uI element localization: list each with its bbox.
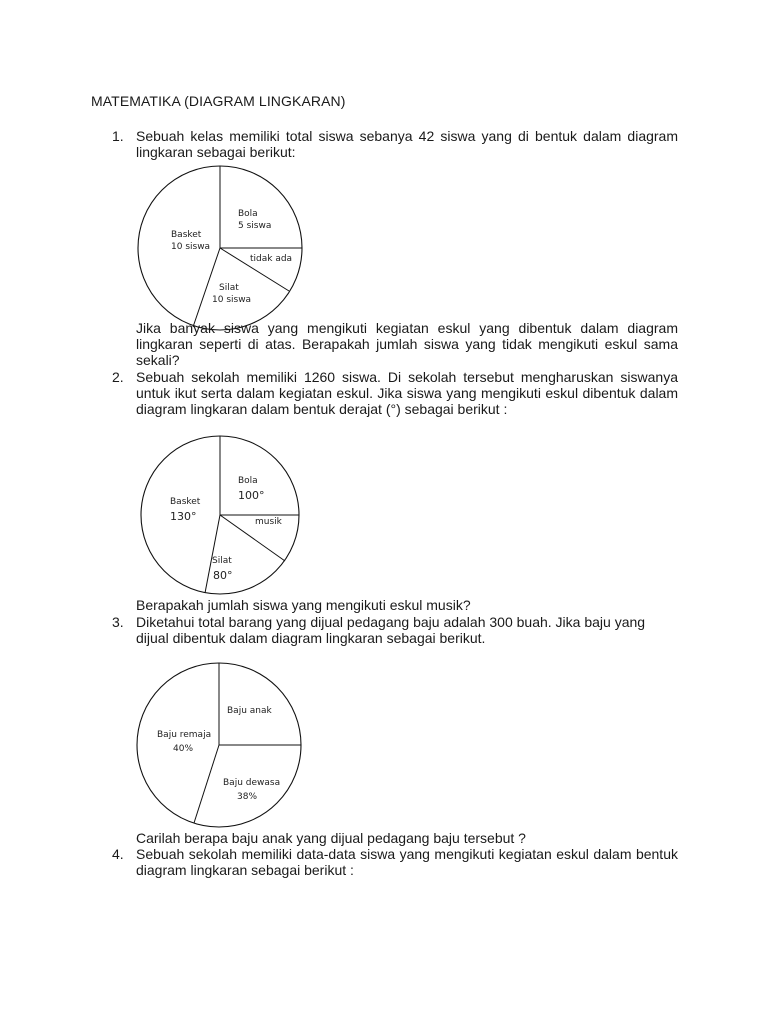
question-3-number: 3.: [112, 614, 124, 630]
pie-3-label-baju-anak: Baju anak: [227, 706, 272, 716]
pie-3-value-baju-remaja: 40%: [173, 744, 194, 754]
question-1-follow-up: Jika banyak siswa yang mengikuti kegiatan eskul yang dibentuk dalam diagram lingkaran seperti di atas. Berapakah jumlah siswa yang tidak mengikuti eskul sama sekali?: [136, 320, 678, 369]
pie-1-value-basket: 10 siswa: [171, 242, 211, 252]
pie-2-label-basket: Basket: [170, 497, 201, 507]
pie-2-label-silat: Silat: [212, 556, 232, 566]
pie-3-divider-lower-left: [194, 745, 219, 823]
pie-3-label-baju-dewasa: Baju dewasa: [223, 778, 281, 788]
pie-chart-3: [135, 665, 310, 825]
pie-2-label-musik: musik: [255, 517, 282, 527]
question-1-text: Sebuah kelas memiliki total siswa sebanya 42 siswa yang di bentuk dalam diagram lingkaran sebagai berikut:: [136, 128, 678, 161]
question-4-text: Sebuah sekolah memiliki data-data siswa yang mengikuti kegiatan eskul dalam bentuk diagram lingkaran sebagai berikut :: [136, 846, 678, 879]
pie-2-value-bola: 100°: [238, 489, 265, 502]
pie-1-value-bola: 5 siswa: [238, 221, 272, 231]
question-2-number: 2.: [112, 369, 124, 385]
pie-1-label-bola: Bola: [238, 209, 258, 219]
page-title: MATEMATIKA (DIAGRAM LINGKARAN): [91, 93, 346, 109]
pie-1-label-tidak-ada: tidak ada: [250, 254, 293, 264]
pie-3-value-baju-dewasa: 38%: [237, 792, 258, 802]
pie-3-label-baju-remaja: Baju remaja: [157, 730, 212, 740]
pie-2-label-bola: Bola: [238, 476, 258, 486]
question-4-number: 4.: [112, 846, 124, 862]
pie-1-value-silat: 10 siswa: [212, 295, 252, 305]
pie-2-value-basket: 130°: [170, 510, 197, 523]
question-1-number: 1.: [112, 128, 124, 144]
pie-2-value-silat: 80°: [213, 569, 233, 582]
pie-chart-1: [135, 170, 310, 320]
pie-1-label-basket: Basket: [171, 230, 202, 240]
pie-1-label-silat: Silat: [219, 283, 239, 293]
question-2-follow-up: Berapakah jumlah siswa yang mengikuti eskul musik?: [136, 597, 471, 613]
question-3-follow-up: Carilah berapa baju anak yang dijual pedagang baju tersebut ?: [136, 830, 526, 846]
pie-chart-2: [135, 440, 310, 590]
question-2-text: Sebuah sekolah memiliki 1260 siswa. Di sekolah tersebut mengharuskan siswanya untuk ikut serta dalam kegiatan eskul. Jika siswa yang mengikuti eskul dibentuk dalam diagram lingkaran dalam bentuk derajat (°) sebagai berikut :: [136, 369, 678, 418]
pie-1-divider-lower-left: [193, 248, 220, 327]
question-3-text: Diketahui total barang yang dijual pedagang baju adalah 300 buah. Jika baju yang dijual dibentuk dalam diagram lingkaran sebagai berikut.: [136, 614, 646, 647]
